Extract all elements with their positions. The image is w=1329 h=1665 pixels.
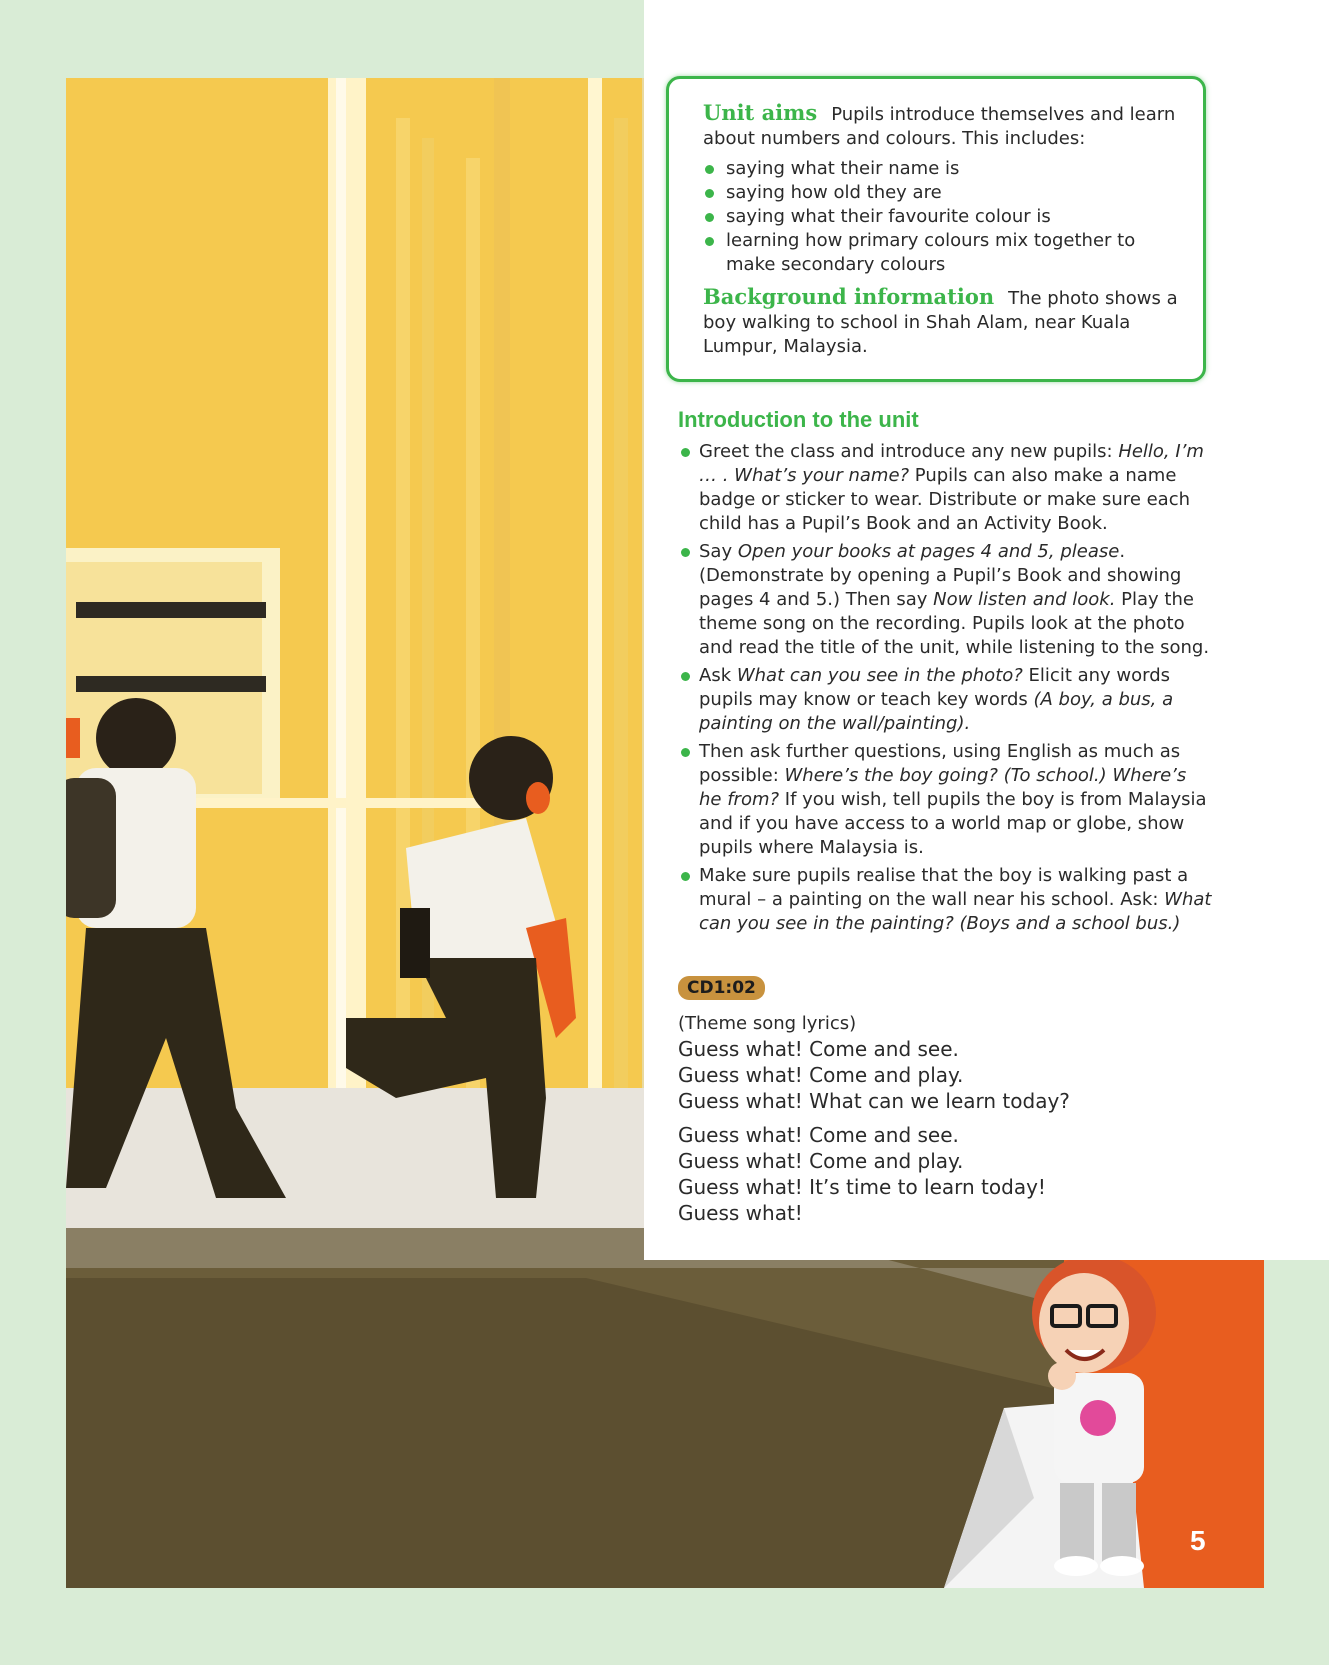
lyric-line: Guess what! Come and play. — [678, 1063, 964, 1087]
unit-aim-item: learning how primary colours mix together to make secondary colours — [703, 229, 1189, 277]
introduction-text-run: Where’s the boy going? (To school.) Where’s he from? — [699, 765, 1187, 810]
audio-track-badge: CD1:02 — [678, 976, 765, 1000]
introduction-text-run: Open your books at pages 4 and 5, please — [737, 541, 1120, 562]
mascot-character-illustration — [944, 1258, 1264, 1588]
unit-aim-item: saying what their favourite colour is — [703, 205, 1189, 229]
introduction-item — [678, 864, 1212, 936]
lyric-line: Guess what! Come and see. — [678, 1123, 959, 1147]
introduction-text-run: . (Demonstrate by opening a Pupil’s Book and showing pages 4 and 5.) Then say — [699, 541, 1182, 610]
page-number: 5 — [1190, 1525, 1206, 1556]
introduction-text-run: Say — [699, 541, 738, 562]
introduction-text-run: Then ask further questions, using English as much as possible: — [699, 741, 1181, 786]
background-heading: Background information — [703, 284, 995, 309]
introduction-text-run: Elicit any words pupils may know or teach key words — [699, 665, 1171, 710]
lyric-line: Guess what! What can we learn today? — [678, 1089, 1070, 1113]
lyric-line: Guess what! — [678, 1201, 803, 1225]
introduction-text-run: Play the theme song on the recording. Pupils look at the photo and read the title of the unit, while listening to the song. — [699, 589, 1210, 658]
introduction-text-run: Greet the class and introduce any new pupils: — [699, 441, 1119, 462]
song-lyrics — [678, 1012, 1212, 1226]
introduction-text-run: Pupils can also make a name badge or sticker to wear. Distribute or make sure each child has a Pupil’s Book and an Activity Book. — [699, 465, 1191, 534]
introduction-item — [678, 740, 1212, 860]
introduction-text-run: What can you see in the photo? — [736, 665, 1023, 686]
lyric-line: Guess what! Come and see. — [678, 1037, 959, 1061]
introduction-text-run: Now listen and look. — [933, 589, 1116, 610]
unit-aims-list — [703, 157, 1189, 277]
unit-aim-item: saying what their name is — [703, 157, 1189, 181]
lyric-line: Guess what! It’s time to learn today! — [678, 1175, 1046, 1199]
unit-aims-heading: Unit aims — [703, 100, 818, 125]
introduction-text-run: Make sure pupils realise that the boy is walking past a mural – a painting on the wall near his school. Ask: — [699, 865, 1189, 910]
introduction-item — [678, 664, 1212, 736]
background-text: The photo shows a boy walking to school in Shah Alam, near Kuala Lumpur, Malaysia. — [703, 288, 1178, 357]
introduction-heading: Introduction to the unit — [678, 407, 919, 432]
introduction-list — [678, 440, 1212, 936]
song-note: (Theme song lyrics) — [678, 1013, 857, 1034]
introduction-text-run: Hello, I’m … . What’s your name? — [699, 441, 1204, 486]
unit-aims-intro: Pupils introduce themselves and learn about numbers and colours. This includes: — [703, 104, 1176, 149]
introduction-section — [678, 408, 1212, 940]
introduction-text-run: (A boy, a bus, a painting on the wall/painting). — [699, 689, 1174, 734]
introduction-text-run: If you wish, tell pupils the boy is from Malaysia and if you have access to a world map or globe, show pupils where Malaysia is. — [699, 789, 1207, 858]
unit-aims-box — [666, 76, 1206, 382]
introduction-item — [678, 540, 1212, 660]
introduction-text-run: What can you see in the painting? (Boys and a school bus.) — [699, 889, 1212, 934]
unit-aim-item: saying how old they are — [703, 181, 1189, 205]
lyric-line: Guess what! Come and play. — [678, 1149, 964, 1173]
introduction-item — [678, 440, 1212, 536]
introduction-text-run: Ask — [699, 665, 737, 686]
